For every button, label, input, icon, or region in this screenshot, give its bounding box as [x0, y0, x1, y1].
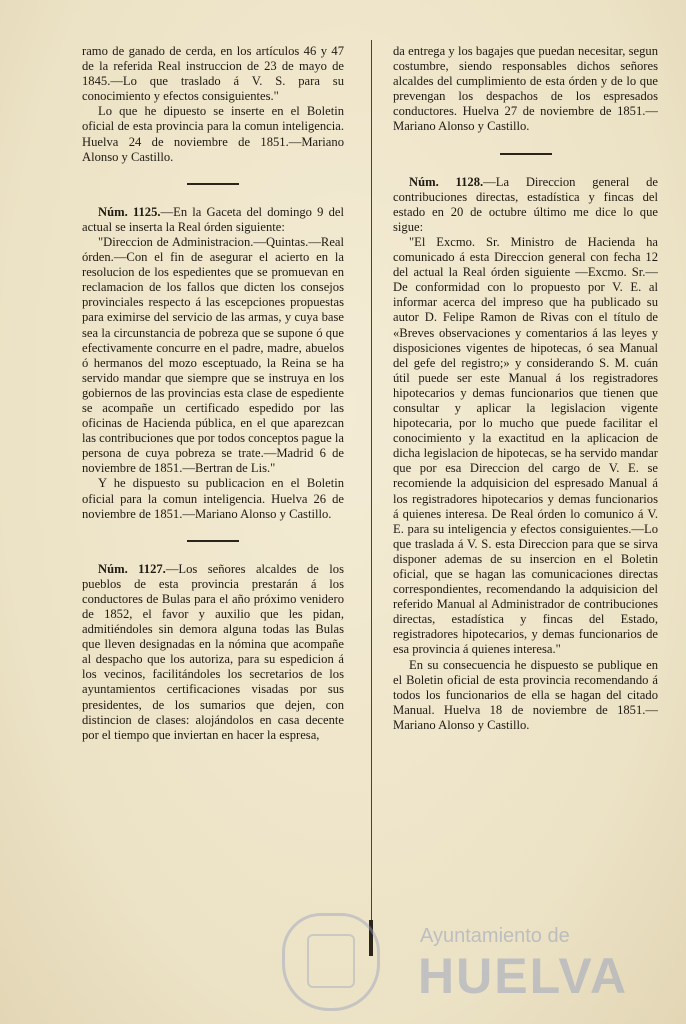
section-divider [187, 540, 239, 542]
publication-note: Y he dispuesto su publicacion en el Boletin oficial para la comun inteligencia. Huelva 26 de noviembre de 1851.—Mariano Alonso y Castillo. [82, 476, 344, 521]
archive-watermark [270, 895, 670, 1015]
entry-text: —En la Gaceta del domingo 9 del actual se inserta la Real órden siguiente: [82, 204, 344, 234]
watermark-line2: HUELVA [418, 948, 629, 1004]
right-column [393, 44, 658, 733]
watermark-line1: Ayuntamiento de [420, 925, 570, 947]
column-rule [371, 40, 372, 955]
entry-1127 [82, 562, 344, 743]
coat-of-arms-icon [282, 913, 380, 1011]
royal-order-text: "Direccion de Administracion.—Quintas.—Real órden.—Con el fin de asegurar el acierto en la resolucion de los espedientes que se promuevan en reclamacion de los fallos que dicten los consejos provinciales respecto á las escepciones propuestas para eximirse del servicio de las armas, y cuya base sea la circunstancia de pobreza que se supone ó que efectivamente concurre en el padre, madre, abuelos ó hermanos del mozo esceptuado, la Reina se ha servido mandar que siempre que se instruya en los gobiernos de las provincias esta clase de espediente se acompañe un certificado espedido por las oficinas de Hacienda pública, en el que aparezcan las contribuciones que por todos conceptos pague la persona de cuya pobreza se trate.—Madrid 6 de noviembre de 1851.—Bertran de Lis." [82, 234, 344, 476]
entry-1125-intro [82, 205, 344, 235]
royal-order-text: "El Excmo. Sr. Ministro de Hacienda ha comunicado á esta Direccion general con fecha 12 del actual la Real órden siguiente —Excmo. Sr.—De conformidad con lo propuesto por V. E. al informar acerca del impreso que ha publicado su autor D. Felipe Ramon de Rivas con el título de «Breves observaciones y comentarios á las leyes y disposiciones vigentes de hipotecas, ó sea Manual del gefe del registro;» y considerando S. M. cuán útil puede ser este Manual á los registradores hipotecarios y demas funcionarios que tienen que consultar y aplicar la legislacion vigente hipotecaria, por lo mucho que puede facilitar el conocimiento y la exactitud en la aplicacion de dicha legislacion de hipotecas, se ha servido mandar que por esa Direccion del cargo de V. E. se recomiende la adquisicion del espresado Manual á los registradores hipotecarios y demas funcionarios á quienes interesa. De Real órden lo comunico á V. E. para su inteligencia y efectos consiguientes.—Lo que traslada á V. S. esta Direccion para que se sirva disponer ademas de su insercion en el Boletin oficial, que se hagan las comunicaciones directas correspondientes, recomendando la adquisicion del referido Manual al Administrador de contribuciones directas, estadística y fincas del Estado, registradores hipotecarios, y demas funcionarios de esa provincia á quienes interesa." [393, 234, 658, 657]
publication-note: En su consecuencia he dispuesto se publique en el Boletin oficial de esta provincia recomendando á todos los funcionarios de ella se hagan del citado Manual. Huelva 18 de noviembre de 1851.—Mariano Alonso y Castillo. [393, 657, 658, 732]
entry-number: Núm. 1125. [98, 204, 161, 219]
section-divider [500, 153, 552, 155]
entry-text: —La Direccion general de contribuciones directas, estadística y fincas del estado en 20 de octubre último me dice lo que sigue: [393, 174, 658, 234]
entry-1128-intro [393, 175, 658, 235]
signature-paragraph: Lo que he dipuesto se inserte en el Boletin oficial de esta provincia para la comun inteligencia. Huelva 24 de noviembre de 1851.—Mariano Alonso y Castillo. [82, 104, 344, 164]
continued-paragraph: da entrega y los bagajes que puedan necesitar, segun costumbre, siendo responsables dichos señores alcaldes del cumplimiento de esta órden y de lo que prevengan los despachos de los espresados conductores. Huelva 27 de noviembre de 1851.—Mariano Alonso y Castillo. [393, 44, 658, 134]
entry-text: —Los señores alcaldes de los pueblos de esta provincia prestarán á los conductores de Bulas para el año próximo venidero de 1852, el favor y auxilio que les pidan, admitiéndoles sin demora alguna todas las Bulas que lleven designadas en la nómina que acompañe al despacho que los autoriza, para su espedicion á los vecinos, facilitándoles los secretarios de los ayuntamientos certificaciones visadas por sus presidentes, de los sumarios que dejen, con distincion de clases: alojándolos en casa decente por el tiempo que inviertan en hacer la espresa, [82, 561, 344, 742]
continued-paragraph: ramo de ganado de cerda, en los artículos 46 y 47 de la referida Real instruccion de 23 de mayo de 1845.—Lo que traslado á V. S. para su conocimiento y efectos consiguientes." [82, 44, 344, 104]
left-column [82, 44, 344, 743]
entry-number: Núm. 1127. [98, 561, 166, 576]
entry-number: Núm. 1128. [409, 174, 484, 189]
section-divider [187, 183, 239, 185]
